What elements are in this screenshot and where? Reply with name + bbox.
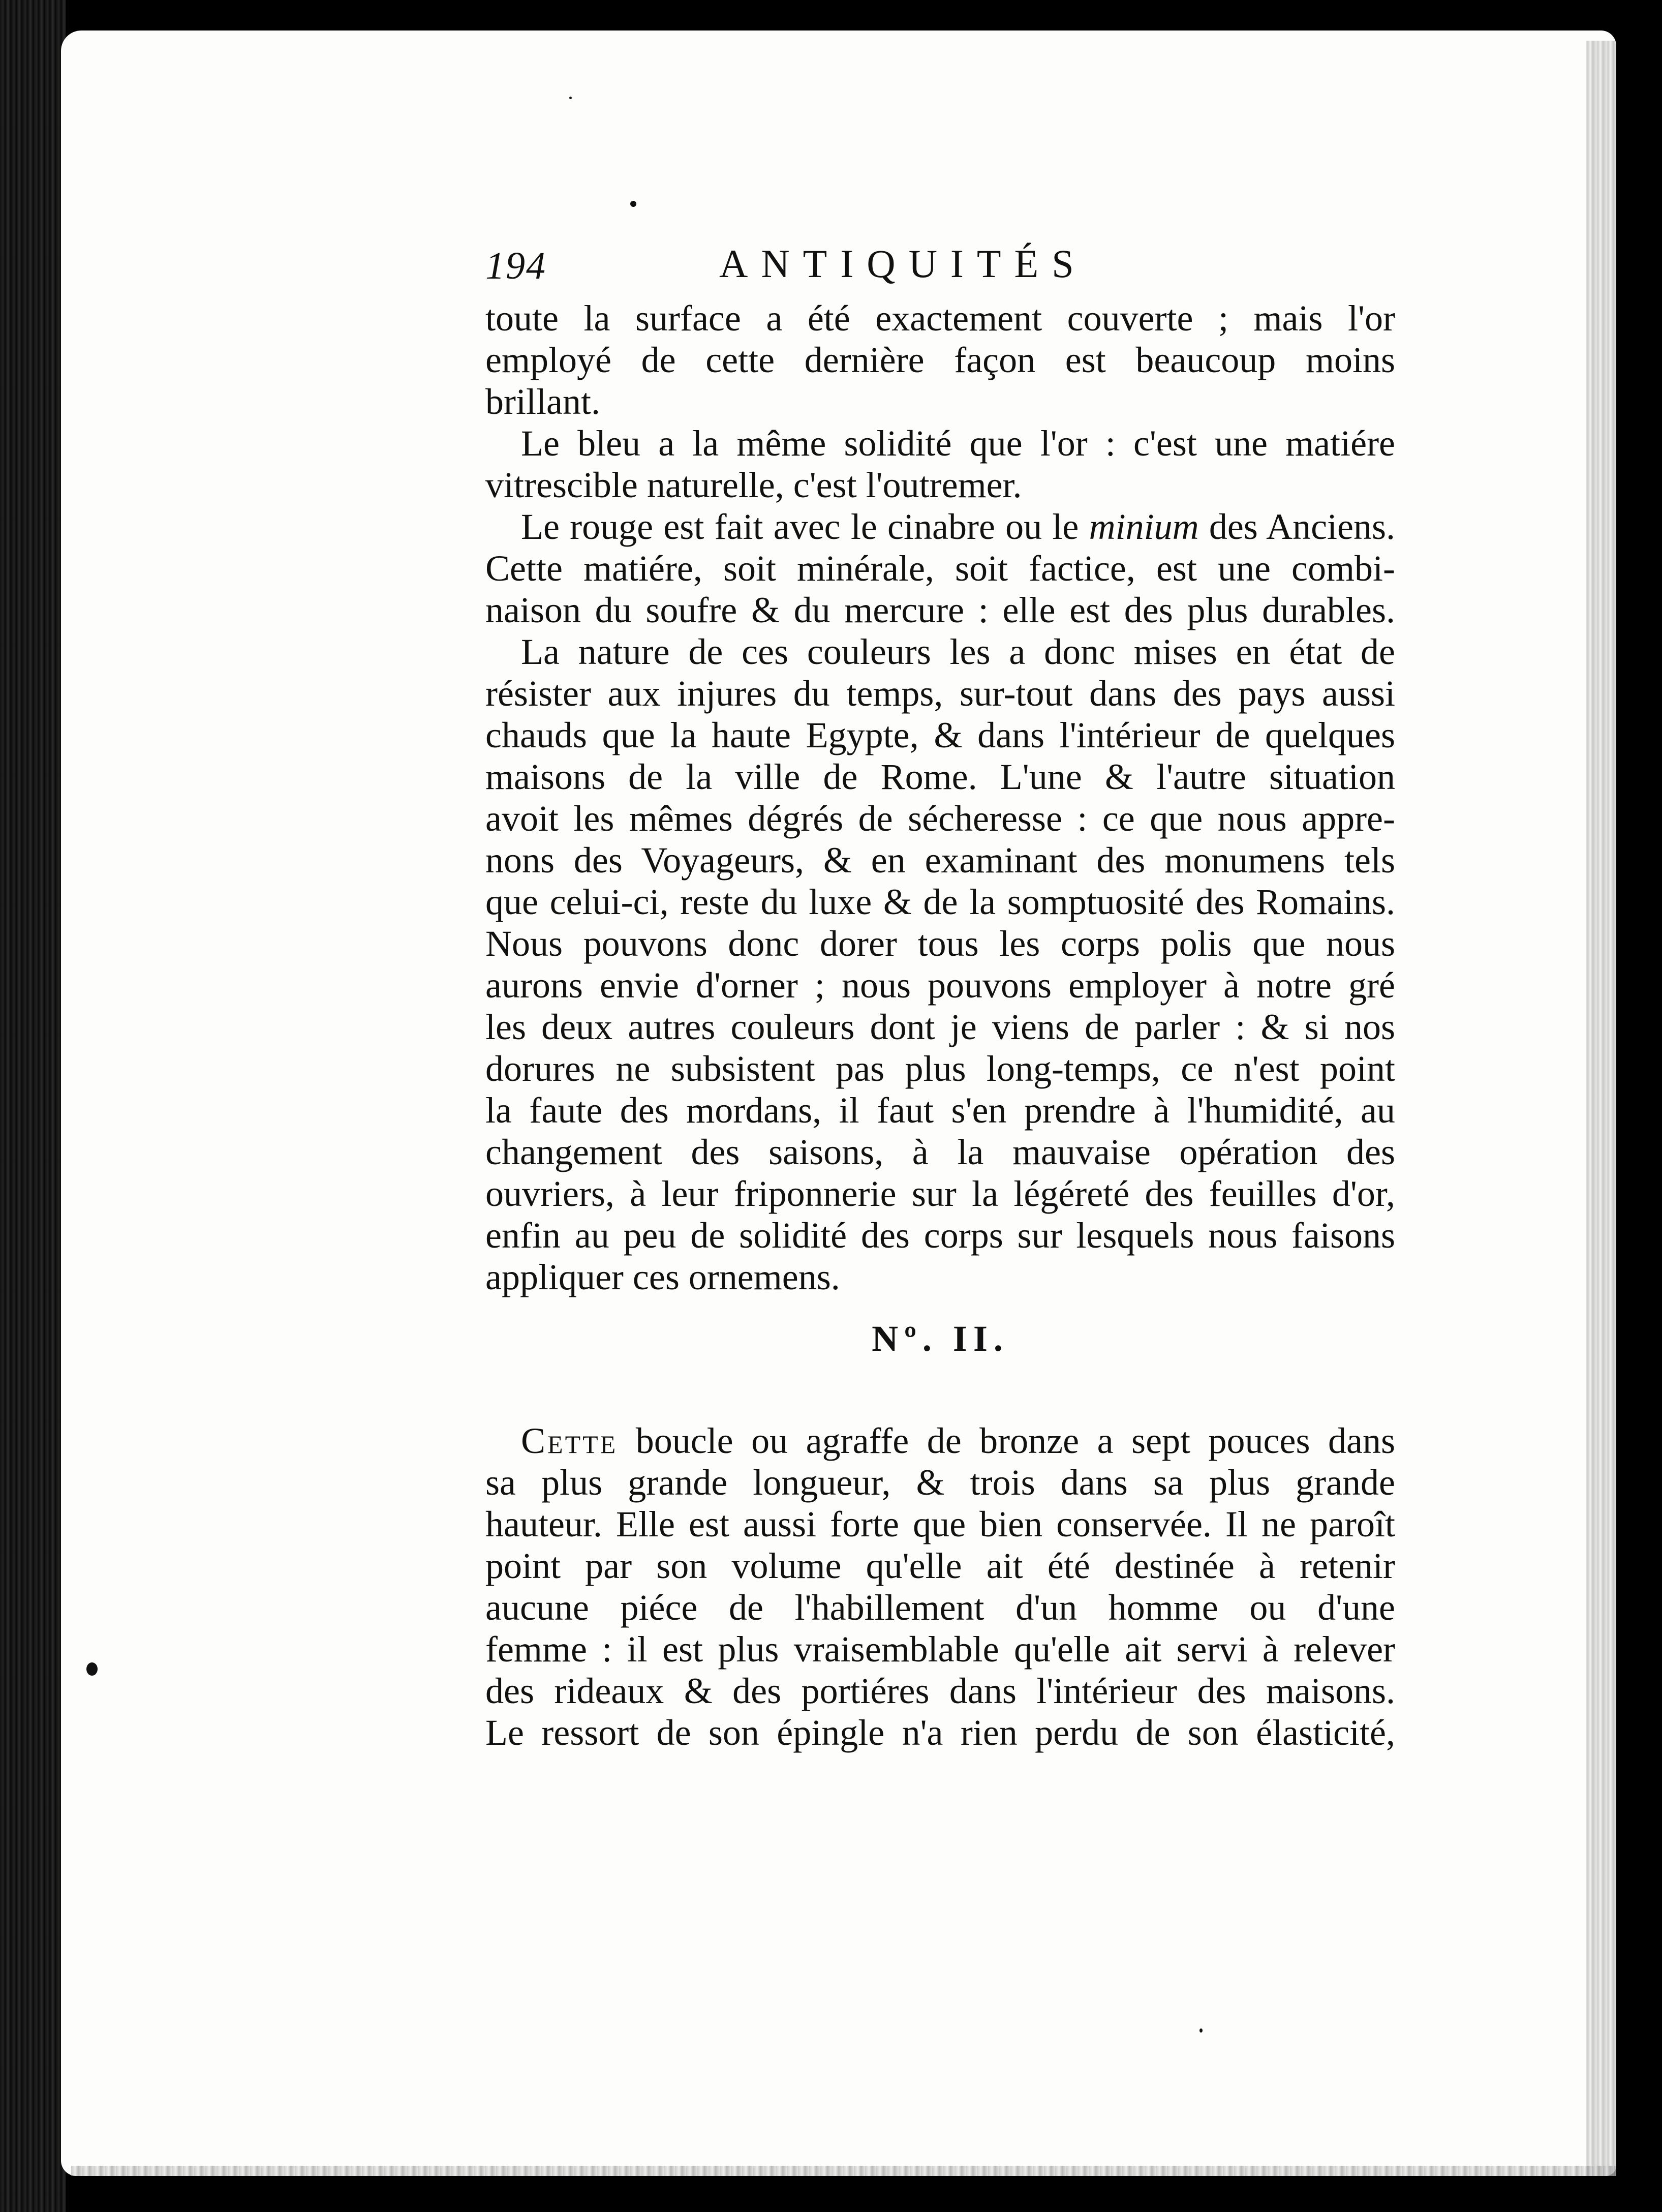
ink-speck (630, 201, 636, 207)
text-line: Cette matiére, soit minérale, soit factice, est une combi- (485, 548, 1395, 589)
page-fore-edge (1586, 41, 1616, 2176)
text-line: sa plus grande longueur, & trois dans sa plus grande (485, 1462, 1395, 1503)
text-line: employé de cette dernière façon est beaucoup moins (485, 340, 1395, 380)
text-line: Le bleu a la même solidité que l'or : c'est une matiére (521, 423, 1395, 464)
text-line: aurons envie d'orner ; nous pouvons employer à notre gré (485, 965, 1395, 1006)
text-line: naison du soufre & du mercure : elle est des plus durables. (485, 590, 1395, 630)
text-line: Le ressort de son épingle n'a rien perdu de son élasticité, (485, 1712, 1395, 1753)
text-line: toute la surface a été exactement couverte ; mais l'or (485, 298, 1395, 339)
body-text (485, 297, 1395, 1753)
text-line: brillant. (485, 381, 600, 422)
text-line: dorures ne subsistent pas plus long-temps, ce n'est point (485, 1048, 1395, 1089)
text-line: que celui-ci, reste du luxe & de la somptuosité des Romains. (485, 882, 1395, 922)
ink-speck (86, 1662, 98, 1676)
text-line: changement des saisons, à la mauvaise opération des (485, 1132, 1395, 1172)
text-line: chauds que la haute Egypte, & dans l'intérieur de quelques (485, 715, 1395, 755)
page-number: 194 (485, 245, 546, 287)
text-fragment: boucle ou agraffe de bronze a sept pouces dans (618, 1420, 1395, 1461)
text-line: aucune piéce de l'habillement d'un homme ou d'une (485, 1587, 1395, 1628)
text-fragment: des Anciens. (1198, 506, 1396, 547)
text-line: la faute des mordans, il faut s'en prendre à l'humidité, au (485, 1090, 1395, 1131)
text-line: résister aux injures du temps, sur-tout dans des pays aussi (485, 673, 1395, 714)
ink-speck (1199, 2028, 1203, 2033)
ink-speck (569, 97, 572, 99)
text-line: des rideaux & des portiéres dans l'intérieur des maisons. (485, 1671, 1395, 1711)
text-line: enfin au peu de solidité des corps sur lesquels nous faisons (485, 1215, 1395, 1256)
running-title: ANTIQUITÉS (719, 241, 1087, 286)
text-line: point par son volume qu'elle ait été destinée à retenir (485, 1546, 1395, 1586)
text-line: La nature de ces couleurs les a donc mises en état de (521, 631, 1395, 672)
text-line: appliquer ces ornemens. (485, 1257, 840, 1297)
text-line: avoit les mêmes dégrés de sécheresse : ce que nous appre- (485, 798, 1395, 839)
page-header (485, 239, 1187, 300)
text-line: les deux autres couleurs dont je viens de parler : & si nos (485, 1007, 1395, 1047)
text-line (485, 506, 1395, 548)
text-line: femme : il est plus vraisemblable qu'elle ait servi à relever (485, 1629, 1395, 1670)
text-fragment: Le rouge est fait avec le cinabre ou le (521, 506, 1089, 547)
small-caps-opening: Cette (521, 1420, 618, 1461)
text-line: ouvriers, à leur friponnerie sur la légéreté des feuilles d'or, (485, 1173, 1395, 1214)
section-heading: Nº. II. (872, 1318, 1009, 1359)
book-binding-edge (0, 0, 66, 2212)
page-bottom-edge (71, 2166, 1616, 2176)
text-line: maisons de la ville de Rome. L'une & l'autre situation (485, 756, 1395, 797)
text-line: Nous pouvons donc dorer tous les corps polis que nous (485, 923, 1395, 964)
text-line (485, 1420, 1395, 1462)
text-line: vitrescible naturelle, c'est l'outremer. (485, 465, 1022, 505)
text-line: nons des Voyageurs, & en examinant des monumens tels (485, 840, 1395, 881)
text-line: hauteur. Elle est aussi forte que bien conservée. Il ne paroît (485, 1504, 1395, 1544)
italic-term: minium (1089, 506, 1199, 547)
